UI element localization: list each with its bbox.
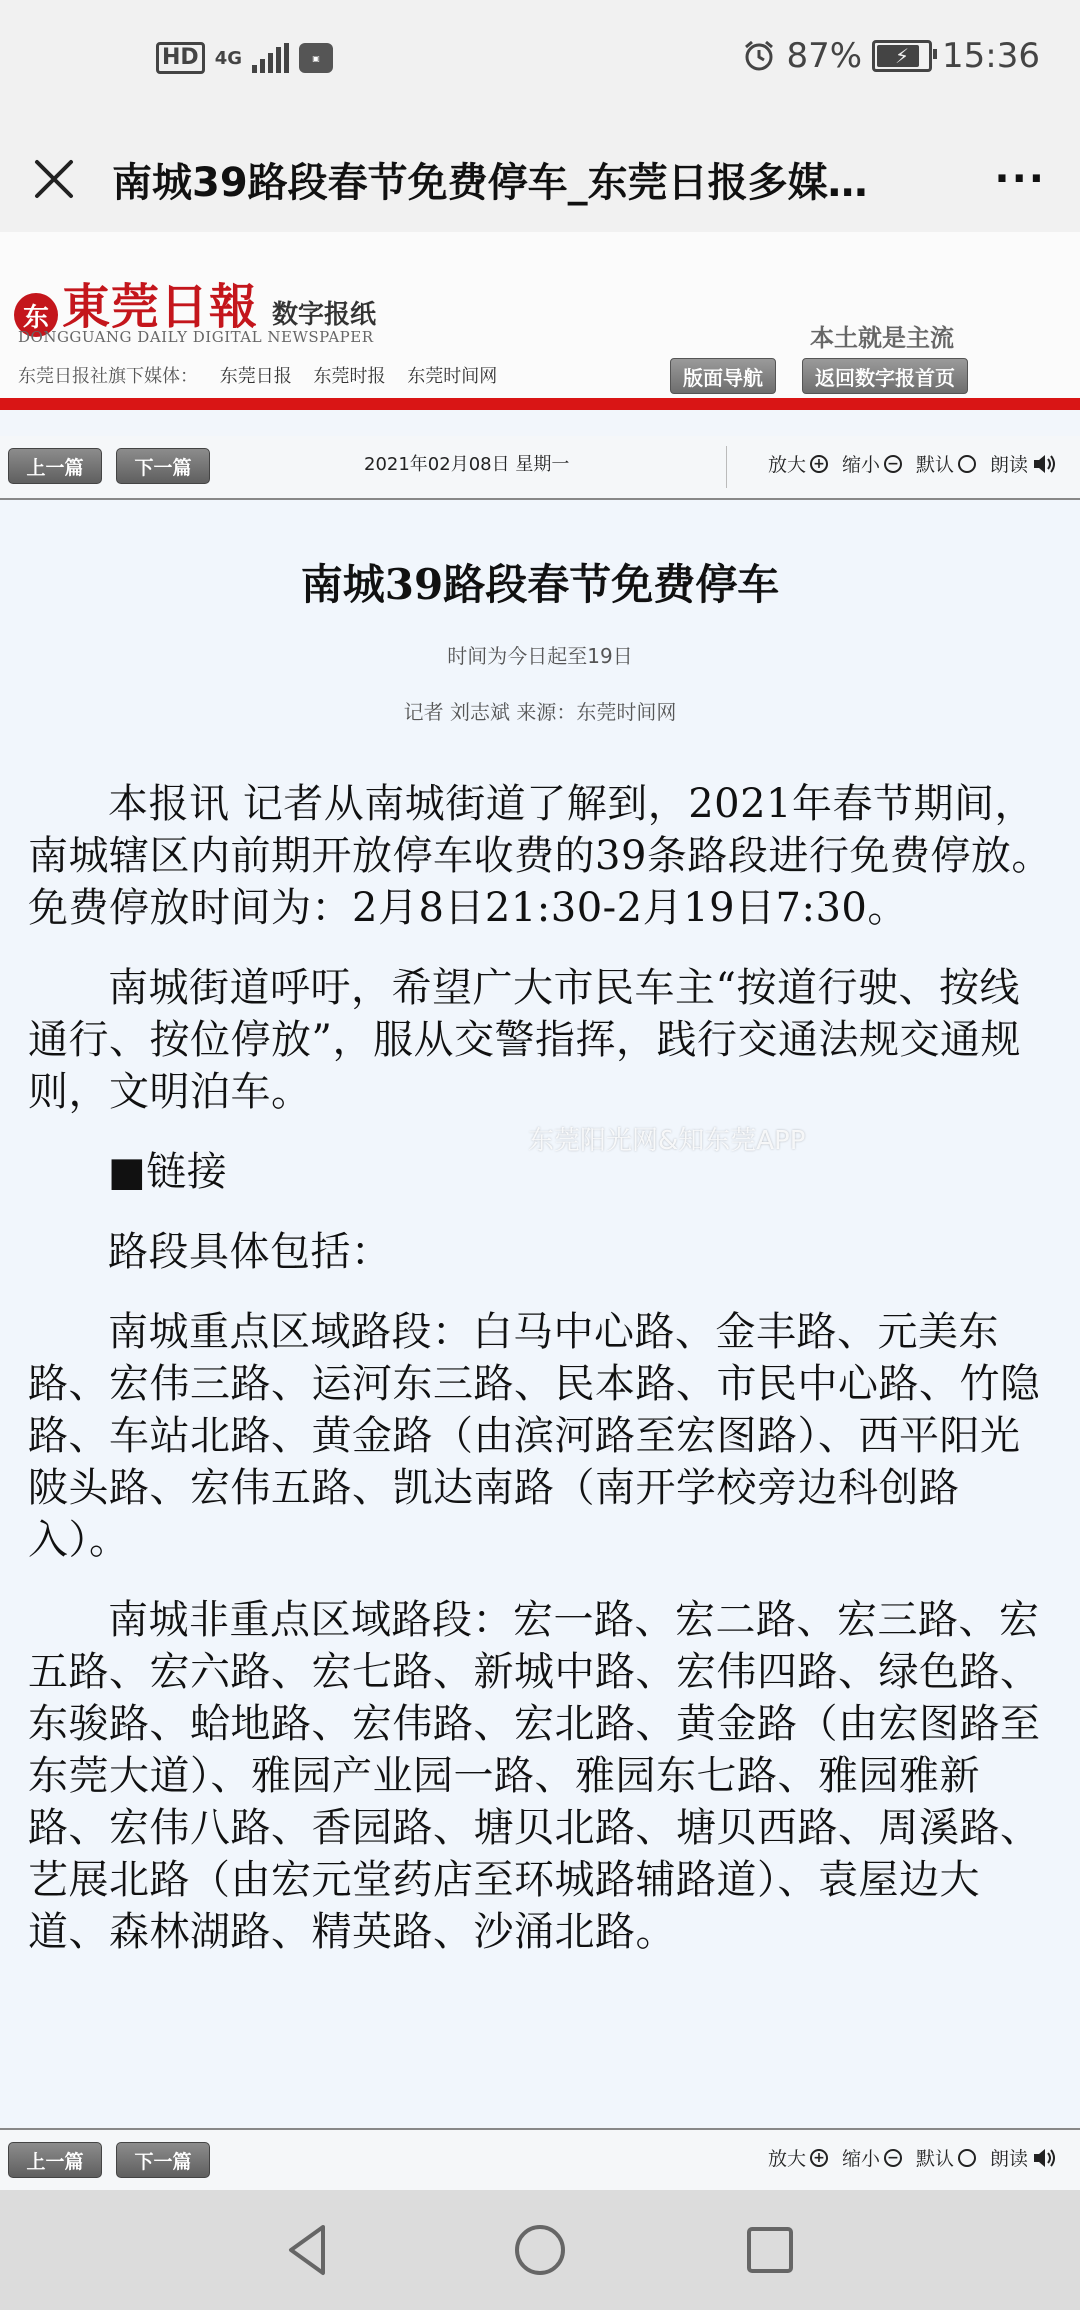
minus-icon: − bbox=[884, 455, 902, 473]
close-icon bbox=[33, 158, 75, 200]
next-article-button[interactable]: 下一篇 bbox=[116, 2142, 210, 2178]
zoom-out-button[interactable] bbox=[842, 450, 902, 477]
read-aloud-button[interactable] bbox=[990, 450, 1058, 477]
read-aloud-button[interactable] bbox=[990, 2144, 1058, 2171]
article-paragraph: 本报讯 记者从南城街道了解到，2021年春节期间，南城辖区内前期开放停车收费的39条路段进行免费停放。免费停放时间为：2月8日21:30-2月19日7:30。 bbox=[28, 781, 1052, 931]
newspaper-english-name: DONGGUANG DAILY DIGITAL NEWSPAPER bbox=[18, 328, 374, 346]
header-red-line bbox=[0, 398, 1080, 410]
recents-button[interactable] bbox=[740, 2220, 800, 2280]
status-left bbox=[156, 42, 333, 74]
article-body bbox=[28, 778, 1058, 1986]
minus-icon: − bbox=[884, 2149, 902, 2167]
alarm-icon bbox=[742, 39, 776, 73]
plus-icon: + bbox=[810, 455, 828, 473]
back-button[interactable] bbox=[278, 2220, 338, 2280]
link-section-heading: ■链接 bbox=[108, 1149, 228, 1195]
watermark: 东莞阳光网&知东莞APP bbox=[528, 1126, 806, 1156]
prev-article-button[interactable]: 上一篇 bbox=[8, 448, 102, 484]
zoom-in-label: 放大 bbox=[767, 454, 806, 476]
article-nav-top bbox=[0, 436, 1080, 500]
media-link-timenet[interactable]: 东莞时间网 bbox=[407, 366, 498, 387]
newspaper-sub: 数字报纸 bbox=[272, 300, 377, 330]
network-type: 4G bbox=[214, 47, 242, 69]
back-triangle-icon bbox=[283, 2223, 333, 2277]
recents-square-icon bbox=[745, 2225, 795, 2275]
media-link-dgdaily[interactable]: 东莞日报 bbox=[219, 366, 292, 387]
article-paragraph: 南城非重点区域路段：宏一路、宏二路、宏三路、宏五路、宏六路、宏七路、新城中路、宏伟四路、绿色路、东骏路、蛤地路、宏伟路、宏北路、黄金路（由宏图路至东莞大道）、雅园产业园一路、雅园东七路、雅园雅新路、宏伟八路、香园路、塘贝北路、塘贝西路、周溪路、艺展北路（由宏元堂药店至环城路辅路道）、袁屋边大道、森林湖路、精英路、沙涌北路。 bbox=[28, 1597, 1041, 1955]
next-article-button[interactable]: 下一篇 bbox=[116, 448, 210, 484]
page-nav-button[interactable]: 版面导航 bbox=[670, 358, 776, 394]
home-button[interactable] bbox=[510, 2220, 570, 2280]
article-subtitle: 时间为今日起至19日 bbox=[447, 644, 633, 668]
circle-icon bbox=[958, 455, 976, 473]
home-circle-icon bbox=[513, 2223, 567, 2277]
text-tools bbox=[758, 450, 1058, 477]
default-size-button[interactable] bbox=[916, 450, 976, 477]
divider bbox=[726, 446, 727, 488]
hd-indicator: HD bbox=[156, 42, 205, 74]
zoom-in-label: 放大 bbox=[767, 2148, 806, 2170]
article-paragraph: 南城重点区域路段：白马中心路、金丰路、元美东路、宏伟三路、运河东三路、民本路、市民中心路、竹隐路、车站北路、黄金路（由滨河路至宏图路）、西平阳光陂头路、宏伟五路、凯达南路（南开学校旁边科创路入）。 bbox=[28, 1309, 1041, 1563]
media-label: 东莞日报社旗下媒体： bbox=[18, 366, 198, 387]
signal-icon bbox=[252, 43, 289, 73]
zoom-out-button[interactable] bbox=[842, 2144, 902, 2171]
issue-date: 2021年02月08日 星期一 bbox=[364, 454, 570, 475]
more-menu-button[interactable]: ··· bbox=[994, 156, 1046, 202]
article-paragraph: 路段具体包括： bbox=[108, 1229, 392, 1275]
logo-mark-icon: 东 bbox=[14, 293, 58, 337]
media-links-row bbox=[18, 362, 497, 388]
zoom-out-label: 缩小 bbox=[841, 454, 880, 476]
article-title: 南城39路段春节免费停车 bbox=[300, 560, 780, 609]
newspaper-slogan: 本土就是主流 bbox=[810, 323, 954, 352]
status-right bbox=[742, 36, 1040, 76]
circle-icon bbox=[958, 2149, 976, 2167]
newspaper-name: 東莞日報 bbox=[62, 279, 259, 335]
article bbox=[0, 500, 1080, 2126]
status-bar bbox=[0, 0, 1080, 126]
newspaper-logo[interactable] bbox=[14, 268, 376, 337]
zoom-out-label: 缩小 bbox=[841, 2148, 880, 2170]
zoom-in-button[interactable] bbox=[768, 2144, 828, 2171]
default-label: 默认 bbox=[915, 2148, 954, 2170]
media-link-dgtimes[interactable]: 东莞时报 bbox=[313, 366, 386, 387]
close-button[interactable] bbox=[24, 149, 84, 209]
speaker-icon bbox=[1032, 452, 1058, 476]
speaker-icon bbox=[1032, 2146, 1058, 2170]
system-nav-bar bbox=[0, 2190, 1080, 2310]
clock: 15:36 bbox=[942, 36, 1040, 76]
back-to-home-button[interactable]: 返回数字报首页 bbox=[802, 358, 968, 394]
newspaper-header bbox=[0, 232, 1080, 404]
read-label: 朗读 bbox=[989, 454, 1028, 476]
article-byline: 记者 刘志斌 来源：东莞时间网 bbox=[403, 700, 677, 724]
huawei-app-icon: ▣ bbox=[299, 43, 333, 73]
read-label: 朗读 bbox=[989, 2148, 1028, 2170]
battery-icon: ⚡ bbox=[872, 40, 932, 72]
plus-icon: + bbox=[810, 2149, 828, 2167]
page-title: 南城39路段春节免费停车_东莞日报多媒… bbox=[112, 159, 868, 206]
article-nav-bottom bbox=[0, 2128, 1080, 2192]
default-label: 默认 bbox=[915, 454, 954, 476]
battery-percent: 87% bbox=[786, 36, 863, 76]
browser-title-bar bbox=[0, 126, 1080, 232]
default-size-button[interactable] bbox=[916, 2144, 976, 2171]
article-paragraph: 南城街道呼吁，希望广大市民车主“按道行驶、按线通行、按位停放”，服从交警指挥，践行交通法规交通规则，文明泊车。 bbox=[28, 965, 1021, 1115]
text-tools bbox=[758, 2144, 1058, 2171]
zoom-in-button[interactable] bbox=[768, 450, 828, 477]
prev-article-button[interactable]: 上一篇 bbox=[8, 2142, 102, 2178]
